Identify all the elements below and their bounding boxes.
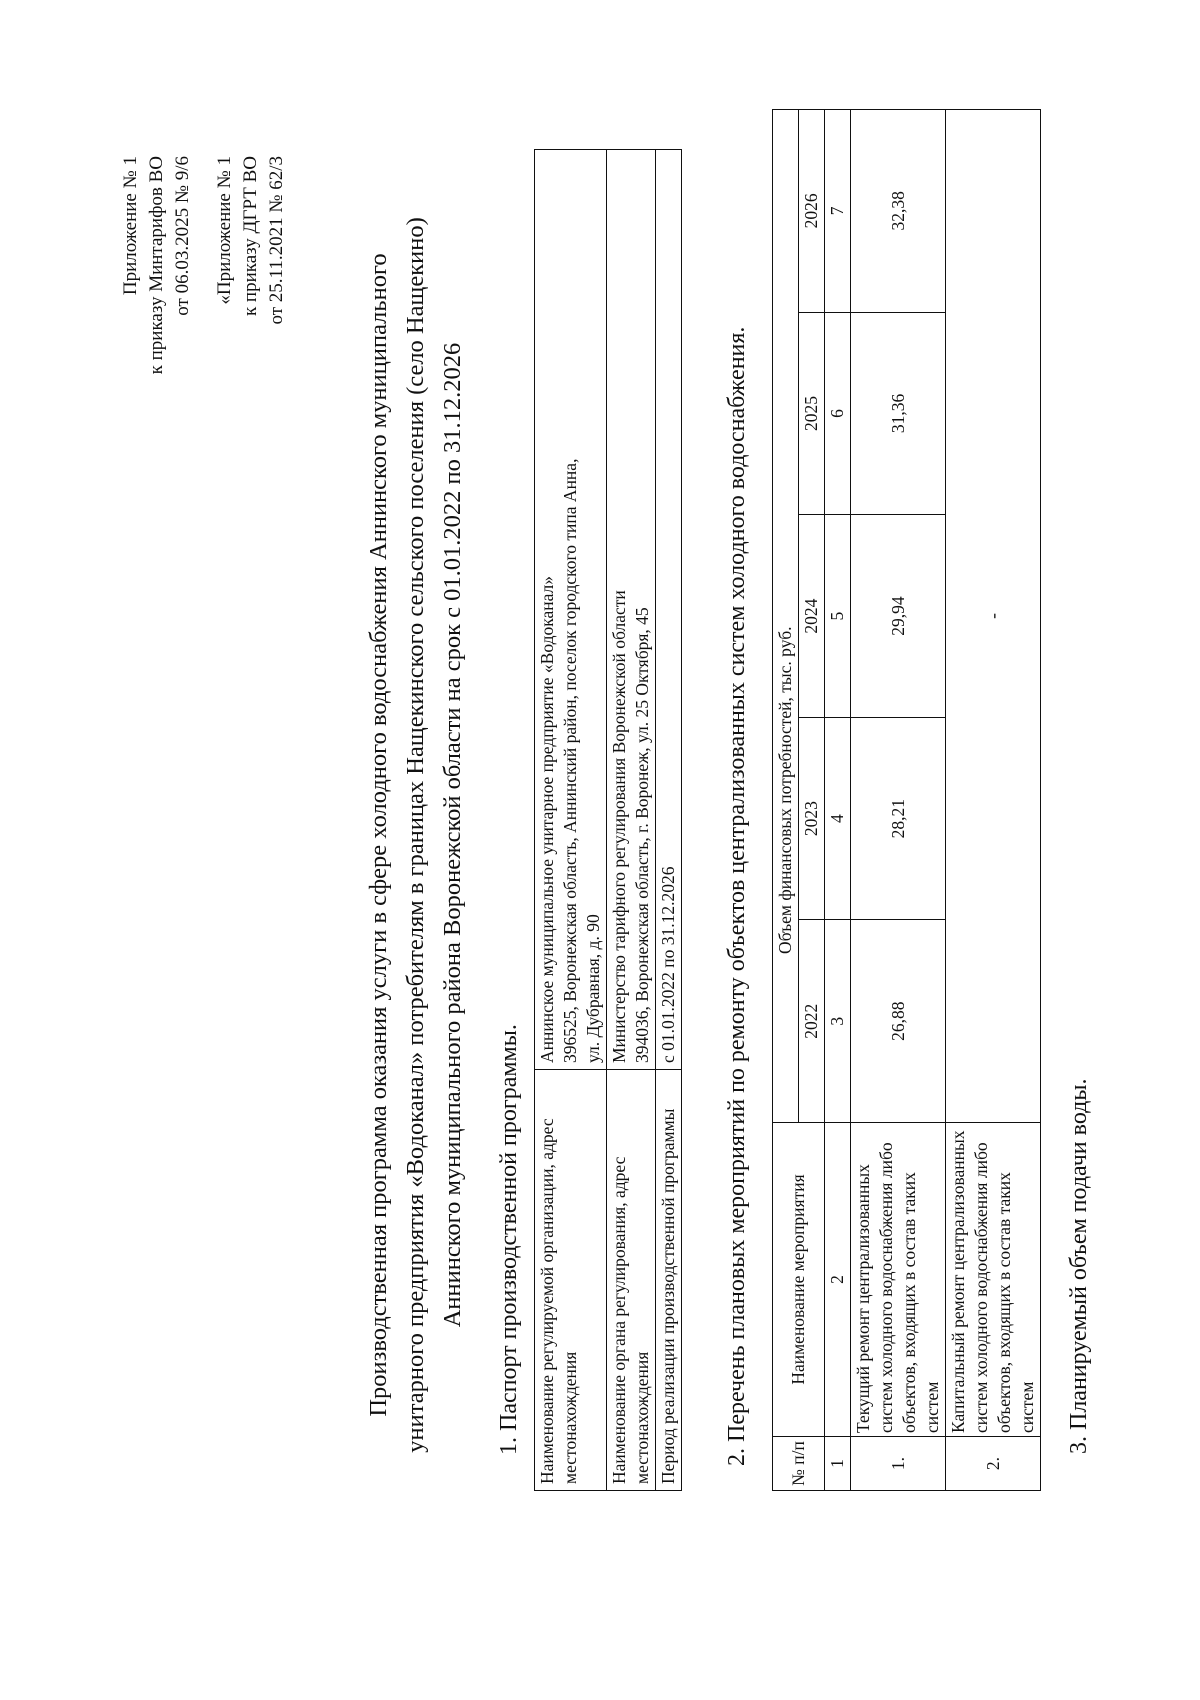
row-num: 1. [851, 1437, 946, 1491]
header-year: 2022 [799, 920, 825, 1123]
title-line: Производственная программа оказания услуги в сфере холодного водоснабжения Аннинского муниципального [365, 253, 392, 1417]
section-water-volume-title: 3. Планируемый объем подачи воды. [1066, 1078, 1092, 1454]
value-line: 394036, Воронежская область, г. Воронеж, ул. 25 Октября, 45 [632, 607, 652, 1063]
table-header-row [773, 110, 799, 1491]
table-row [946, 110, 1041, 1491]
title-line: Аннинского муниципального района Воронежской области на срок с 01.01.2022 по 31.12.2026 [439, 342, 466, 1328]
approval-line: Приложение № 1 [120, 156, 141, 296]
table-row [607, 150, 656, 1491]
passport-value [607, 150, 656, 1070]
table-row [535, 150, 607, 1491]
approval-line: к приказу Минтарифов ВО [146, 156, 167, 375]
column-number: 1 [825, 1437, 851, 1491]
row-num: 2. [946, 1437, 1041, 1491]
passport-value [656, 150, 682, 1070]
passport-label: Наименование органа регулирования, адрес местонахождения [607, 1070, 656, 1491]
repairs-table [772, 109, 1041, 1491]
column-number: 4 [825, 717, 851, 920]
table-row [851, 110, 946, 1491]
table-row [656, 150, 682, 1491]
header-name: Наименование мероприятия [773, 1123, 825, 1437]
column-number-row [825, 110, 851, 1491]
approval-line: от 06.03.2025 № 9/6 [172, 156, 193, 316]
column-number: 2 [825, 1123, 851, 1437]
header-volume: Объем финансовых потребностей, тыс. руб. [773, 110, 799, 1123]
section-passport-title: 1. Паспорт производственной программы. [496, 1024, 522, 1455]
approval-line: к приказу ДГРТ ВО [240, 156, 261, 317]
row-name: Текущий ремонт централизованных систем холодного водоснабжения либо объектов, входящих в состав таких систем [851, 1123, 946, 1437]
header-year: 2025 [799, 312, 825, 515]
approval-line: «Приложение № 1 [214, 156, 235, 305]
row-value: 31,36 [851, 312, 946, 515]
column-number: 5 [825, 515, 851, 718]
title-line: унитарного предприятия «Водоканал» потребителям в границах Нащекинского сельского поселения (село Нащекино) [402, 217, 429, 1453]
column-number: 6 [825, 312, 851, 515]
row-value-merged: - [946, 110, 1041, 1123]
passport-table [534, 149, 682, 1491]
column-number: 7 [825, 110, 851, 313]
value-line: Министерство тарифного регулирования Воронежской области [609, 590, 629, 1063]
passport-value [535, 150, 607, 1070]
approval-line: от 25.11.2021 № 62/3 [266, 156, 287, 325]
header-year: 2024 [799, 515, 825, 718]
document-title [360, 190, 471, 1480]
passport-label: Период реализации производственной программы [656, 1070, 682, 1491]
approval-stamp-current [118, 156, 196, 374]
passport-label: Наименование регулируемой организации, адрес местонахождения [535, 1070, 607, 1491]
header-year: 2023 [799, 717, 825, 920]
header-year: 2026 [799, 110, 825, 313]
row-value: 26,88 [851, 920, 946, 1123]
row-value: 29,94 [851, 515, 946, 718]
value-line: ул. Дубравная, д. 90 [583, 914, 603, 1063]
header-num: № п/п [773, 1437, 825, 1491]
row-value: 32,38 [851, 110, 946, 313]
row-name: Капитальный ремонт централизованных систем холодного водоснабжения либо объектов, входящих в состав таких систем [946, 1123, 1041, 1437]
row-value: 28,21 [851, 717, 946, 920]
value-line: с 01.01.2022 по 31.12.2026 [658, 866, 678, 1063]
column-number: 3 [825, 920, 851, 1123]
approval-stamp-original [212, 156, 290, 325]
value-line: 396525, Воронежская область, Аннинский район, поселок городского типа Анна, [560, 458, 580, 1063]
section-repairs-title: 2. Перечень плановых мероприятий по ремонту объектов централизованных систем холодного водоснабжения. [724, 326, 750, 1466]
value-line: Аннинское муниципальное унитарное предприятие «Водоканал» [537, 575, 557, 1063]
